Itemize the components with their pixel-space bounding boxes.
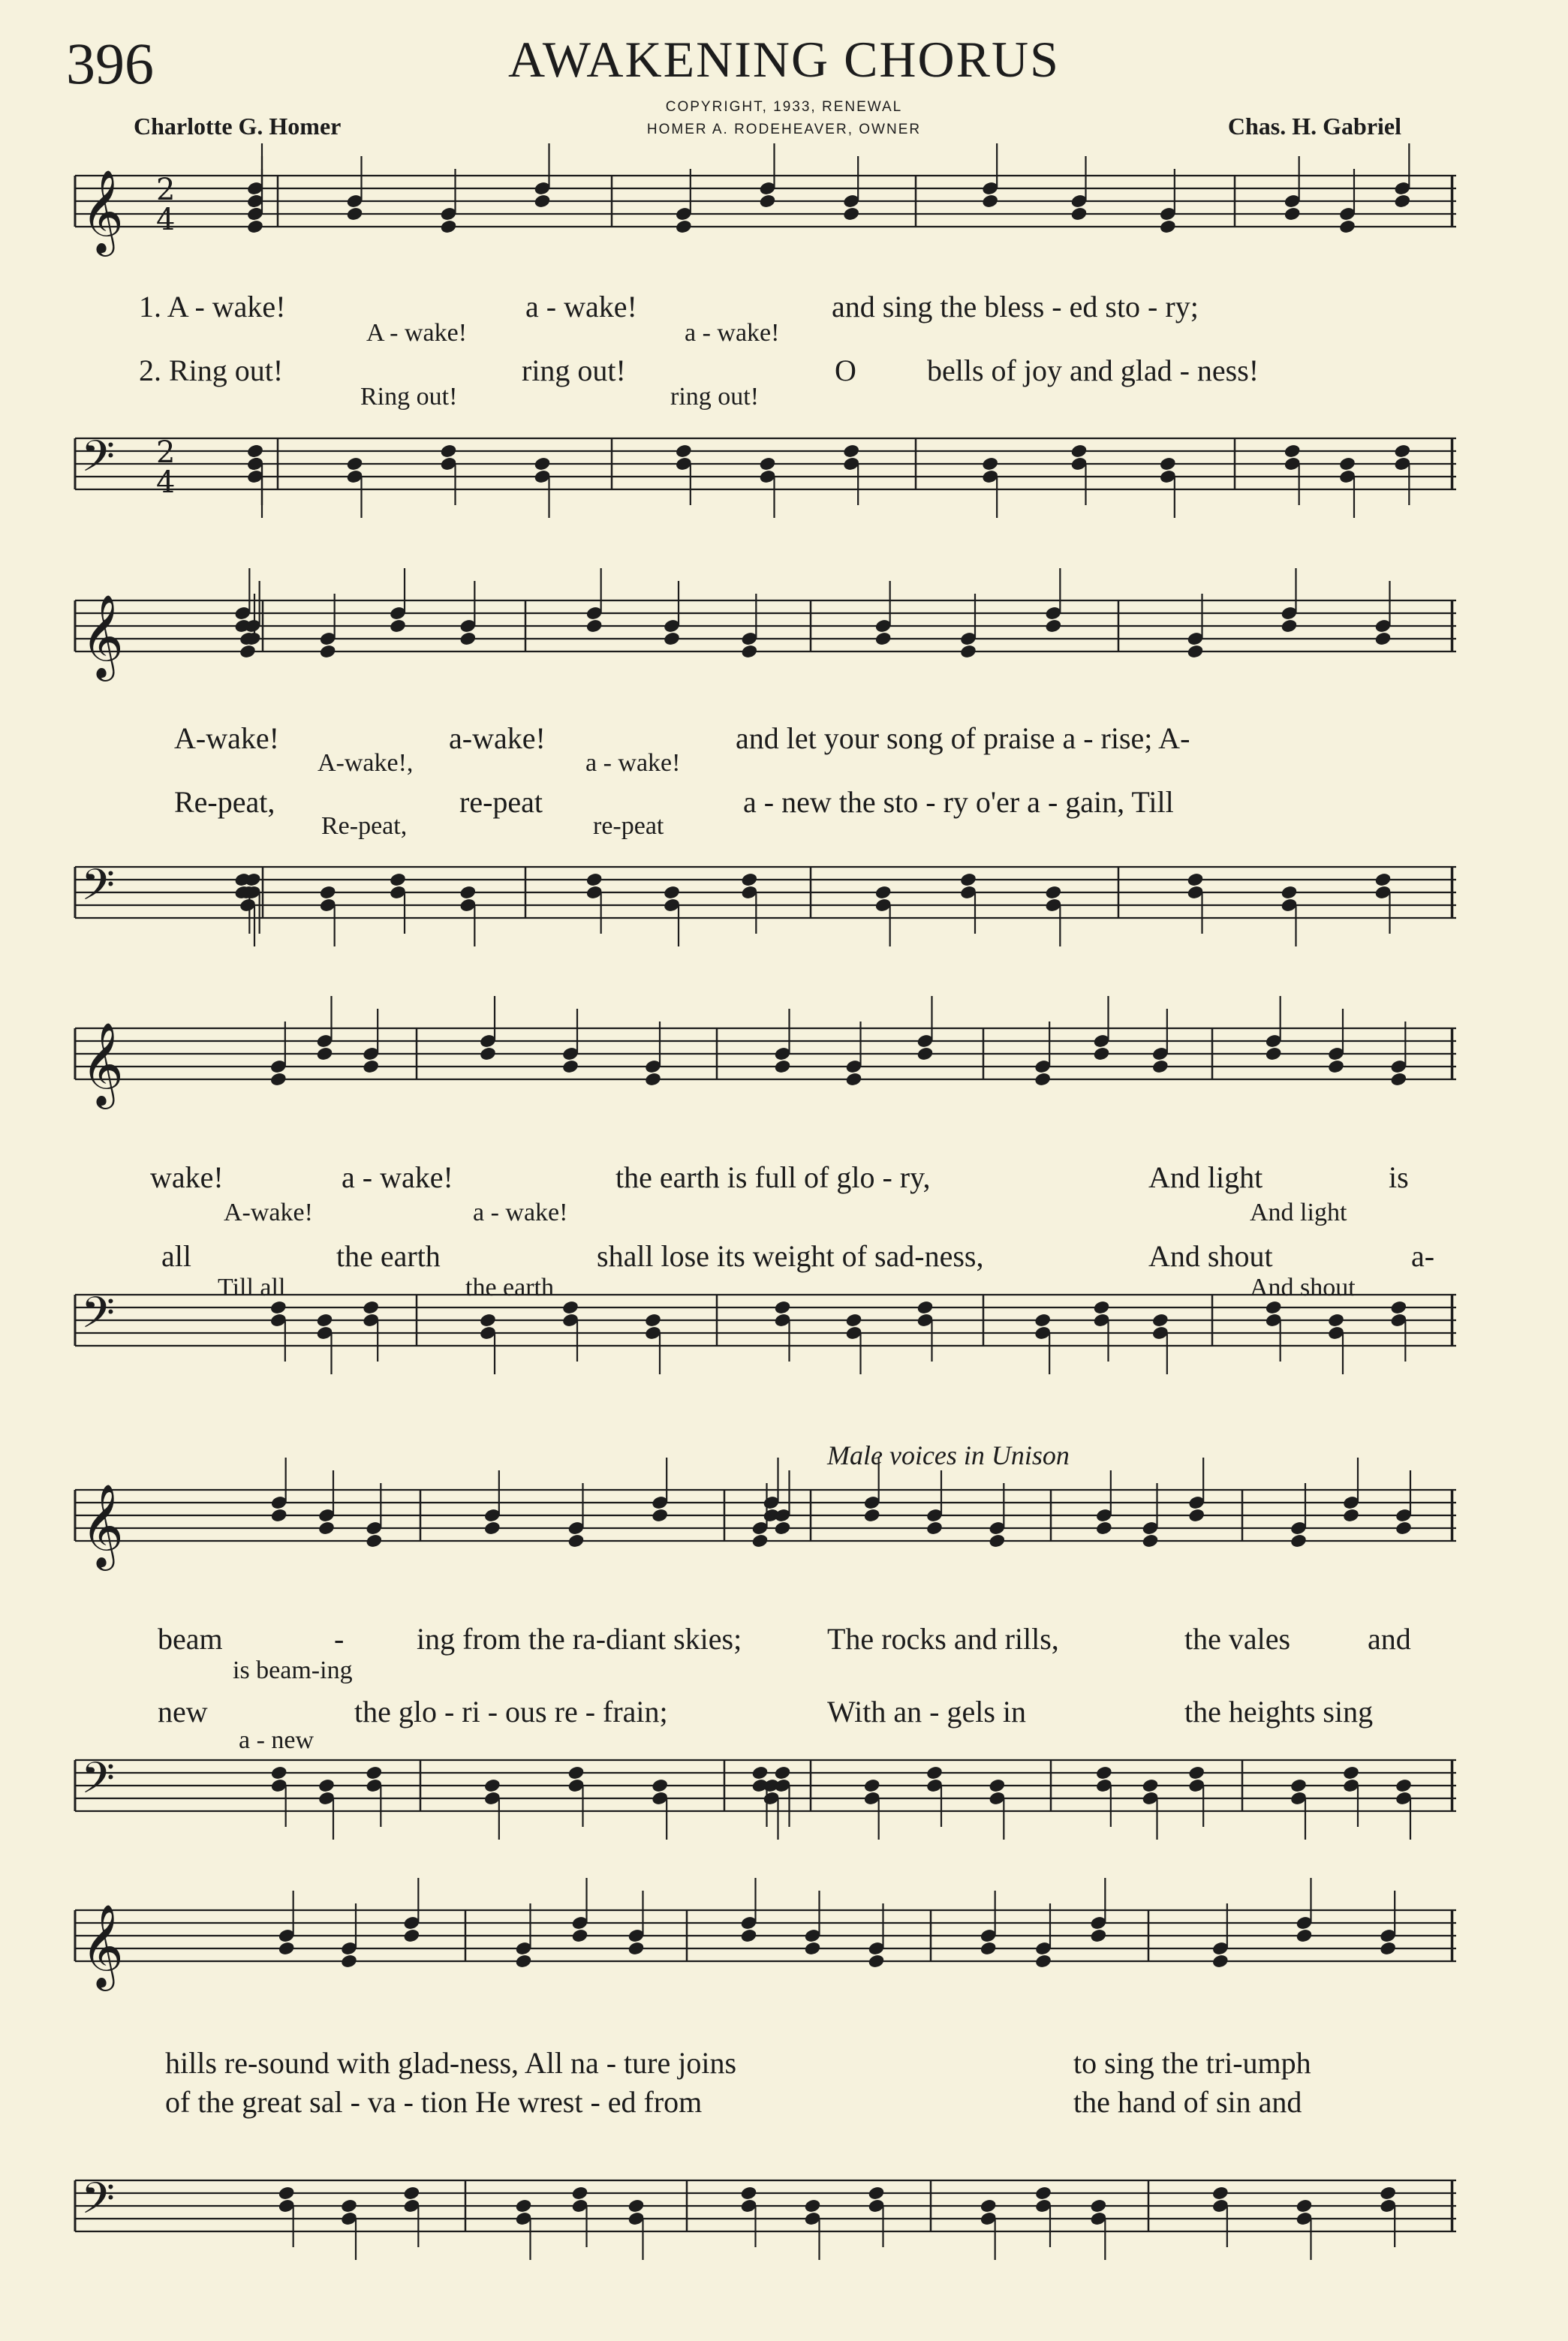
echo-lyric: a - wake! (685, 319, 780, 347)
note-head (1142, 1778, 1160, 1794)
verse-lyric: O (835, 354, 856, 387)
note-head (845, 1313, 863, 1328)
treble-clef-icon: 𝄞 (81, 1903, 124, 1987)
note-head (1374, 872, 1392, 888)
verse-lyric: and let your song of praise a - rise; A- (736, 721, 1190, 755)
note-head (925, 1765, 944, 1781)
note-head (459, 631, 477, 647)
note-head (863, 1508, 881, 1524)
note-head (1211, 2186, 1229, 2201)
note-head (1044, 885, 1062, 901)
bass-clef-icon: 𝄢 (81, 2173, 116, 2234)
verse-lyric: - (334, 1622, 345, 1656)
note-head (1281, 885, 1299, 901)
note-head (567, 1533, 585, 1549)
note-head (567, 1765, 585, 1781)
note-head (270, 1508, 288, 1524)
echo-lyric: Till all (218, 1274, 286, 1301)
note-head (740, 1928, 758, 1944)
note-head (278, 1941, 296, 1957)
note-head (1342, 1765, 1360, 1781)
note-head (585, 618, 603, 634)
note-head (270, 1765, 288, 1781)
note-head (515, 2198, 533, 2214)
verse-lyric: a-wake! (449, 721, 546, 755)
verse-lyric: all (161, 1239, 191, 1273)
note-head (863, 1778, 881, 1794)
note-head (340, 2198, 358, 2214)
performance-direction: Male voices in Unison (827, 1440, 1070, 1470)
note-head (675, 444, 693, 459)
echo-lyric: Ring out! (360, 383, 458, 411)
echo-lyric: the earth (465, 1274, 554, 1301)
note-head (1389, 1072, 1407, 1088)
note-head (628, 2198, 646, 2214)
note-head (340, 1954, 358, 1969)
treble-clef-icon: 𝄞 (81, 169, 124, 253)
note-head (1296, 2198, 1314, 2214)
note-head (389, 618, 407, 634)
note-head (1187, 1765, 1205, 1781)
note-head (402, 1928, 420, 1944)
note-head (1095, 1765, 1113, 1781)
note-head (1187, 644, 1205, 660)
note-head (925, 1521, 944, 1536)
note-head (1395, 1521, 1413, 1536)
note-head (346, 206, 364, 222)
verse-lyric: the heights sing (1184, 1695, 1374, 1729)
note-head (318, 1521, 336, 1536)
note-head (1151, 1313, 1169, 1328)
note-head (988, 1778, 1006, 1794)
note-head (318, 1778, 336, 1794)
note-head (628, 1941, 646, 1957)
note-head (1327, 1313, 1345, 1328)
bass-clef-icon: 𝄢 (81, 431, 116, 492)
note-head (1034, 1072, 1052, 1088)
bass-clef-icon: 𝄢 (81, 859, 116, 921)
note-head (1379, 1941, 1397, 1957)
time-signature-bottom: 4 (156, 203, 176, 237)
verse-lyric: And light (1148, 1160, 1263, 1194)
note-head (874, 885, 892, 901)
composer-credit: Chas. H. Gabriel (1227, 113, 1401, 140)
verse-lyric: to sing the tri-umph (1073, 2046, 1311, 2080)
note-head (868, 1954, 886, 1969)
note-head (1187, 1508, 1205, 1524)
note-head (1089, 1928, 1107, 1944)
note-head (751, 1533, 769, 1549)
time-signature-top: 2 (156, 435, 176, 470)
verse-lyric: A-wake! (174, 721, 279, 755)
note-head (651, 1508, 669, 1524)
note-head (759, 194, 777, 209)
note-head (1342, 1508, 1360, 1524)
verse-lyric: the vales (1184, 1622, 1291, 1656)
note-head (1034, 1313, 1052, 1328)
note-head (246, 219, 264, 235)
verse-lyric: ing from the ra-diant skies; (417, 1622, 742, 1656)
time-signature-bottom: 4 (156, 465, 176, 500)
copyright-line-2: HOMER A. RODEHEAVER, OWNER (646, 122, 922, 137)
verse-lyric: and sing the bless - ed sto - ry; (832, 290, 1199, 323)
verse-lyric: the earth is full of glo - ry, (615, 1160, 931, 1194)
note-head (1070, 444, 1088, 459)
note-heads (233, 143, 1413, 2260)
treble-clef-icon: 𝄞 (81, 1483, 124, 1567)
note-head (1379, 2186, 1397, 2201)
note-head (1281, 618, 1299, 634)
note-head (440, 219, 458, 235)
note-head (959, 644, 977, 660)
echo-lyric: a - wake! (473, 1199, 568, 1226)
note-head (1151, 1059, 1169, 1075)
note-head (774, 1300, 792, 1316)
note-head (362, 1059, 380, 1075)
note-head (346, 456, 364, 472)
note-head (1159, 219, 1177, 235)
note-head (534, 194, 552, 209)
verse-lyric: and (1368, 1622, 1411, 1656)
note-head (1393, 444, 1411, 459)
note-head (278, 2186, 296, 2201)
note-head (515, 1954, 533, 1969)
page-number: 396 (66, 31, 154, 96)
hymn-title: AWAKENING CHORUS (508, 31, 1060, 88)
note-head (988, 1533, 1006, 1549)
note-head (981, 194, 999, 209)
note-head (585, 872, 603, 888)
note-head (1095, 1521, 1113, 1536)
note-head (316, 1046, 334, 1062)
note-head (1296, 1928, 1314, 1944)
note-head (319, 644, 337, 660)
note-head (1159, 456, 1177, 472)
note-head (440, 444, 458, 459)
verse-lyric: ring out! (522, 354, 626, 387)
note-head (1374, 631, 1392, 647)
note-head (1284, 206, 1302, 222)
verse-lyric: the hand of sin and (1073, 2085, 1302, 2119)
note-head (1284, 444, 1302, 459)
treble-clef-icon: 𝄞 (81, 594, 124, 678)
note-head (246, 444, 264, 459)
note-head (981, 456, 999, 472)
verse-lyric: is (1389, 1160, 1409, 1194)
note-head (1290, 1533, 1308, 1549)
verse-lyric: a - wake! (525, 290, 637, 323)
echo-lyric: Re-peat, (321, 812, 408, 840)
note-head (751, 1765, 769, 1781)
note-head (269, 1072, 287, 1088)
note-head (1044, 618, 1062, 634)
verse-lyric: With an - gels in (827, 1695, 1026, 1729)
note-head (1142, 1533, 1160, 1549)
echo-lyric: ring out! (670, 383, 760, 411)
echo-lyric: a - new (239, 1726, 315, 1754)
note-head (759, 456, 777, 472)
clefs (81, 169, 175, 2234)
verse-lyric: the earth (336, 1239, 441, 1273)
note-head (1070, 206, 1088, 222)
note-head (740, 2186, 758, 2201)
note-head (804, 1941, 822, 1957)
verse-lyric: of the great sal - va - tion He wrest - ed from (165, 2085, 703, 2119)
note-head (389, 872, 407, 888)
note-head (916, 1300, 934, 1316)
note-head (644, 1072, 662, 1088)
note-head (651, 1778, 669, 1794)
echo-lyric: And shout (1250, 1274, 1356, 1301)
note-head (874, 631, 892, 647)
verse-lyric: The rocks and rills, (827, 1622, 1059, 1656)
verse-lyric: shall lose its weight of sad-ness, (597, 1239, 984, 1273)
note-head (1093, 1046, 1111, 1062)
note-head (1265, 1046, 1283, 1062)
note-head (1389, 1300, 1407, 1316)
note-head (1211, 1954, 1229, 1969)
note-head (571, 1928, 589, 1944)
note-head (845, 1072, 863, 1088)
note-head (1393, 194, 1411, 209)
note-head (479, 1046, 497, 1062)
note-head (459, 885, 477, 901)
note-head (842, 206, 860, 222)
note-head (534, 456, 552, 472)
note-head (868, 2186, 886, 2201)
verse-lyric: bells of joy and glad - ness! (927, 354, 1260, 387)
note-head (1187, 872, 1205, 888)
note-head (483, 1521, 501, 1536)
echo-lyric: And light (1250, 1199, 1347, 1226)
note-head (1290, 1778, 1308, 1794)
note-head (316, 1313, 334, 1328)
note-head (571, 2186, 589, 2201)
echo-lyric: A-wake!, (318, 749, 414, 777)
note-head (365, 1533, 383, 1549)
note-head (561, 1059, 579, 1075)
verse-lyric: hills re-sound with glad-ness, All na - ture joins (165, 2046, 737, 2080)
verse-lyric: And shout (1148, 1239, 1273, 1273)
note-head (842, 444, 860, 459)
note-head (774, 1765, 792, 1781)
note-head (644, 1313, 662, 1328)
note-head (1089, 2198, 1107, 2214)
note-head (319, 885, 337, 901)
note-head (663, 885, 681, 901)
note-head (362, 1300, 380, 1316)
note-head (774, 1521, 792, 1536)
note-head (959, 872, 977, 888)
note-head (675, 219, 693, 235)
echo-lyric: A - wake! (366, 319, 468, 347)
copyright-line-1: COPYRIGHT, 1933, RENEWAL (665, 99, 903, 115)
note-head (916, 1046, 934, 1062)
verse-lyric: Re-peat, (174, 785, 275, 819)
echo-lyric: re-peat (593, 812, 664, 840)
note-head (740, 872, 758, 888)
note-head (804, 2198, 822, 2214)
verse-lyric: re-peat (459, 785, 543, 819)
note-head (561, 1300, 579, 1316)
lyricist-credit: Charlotte G. Homer (134, 113, 342, 140)
note-head (365, 1765, 383, 1781)
verse-lyric: a - new the sto - ry o'er a - gain, Till (743, 785, 1174, 819)
time-signature-top: 2 (156, 173, 176, 207)
verse-lyric: a- (1411, 1239, 1435, 1273)
bass-clef-icon: 𝄢 (81, 1753, 116, 1814)
echo-lyric: A-wake! (224, 1199, 313, 1226)
note-head (1395, 1778, 1413, 1794)
note-head (402, 2186, 420, 2201)
note-head (1338, 219, 1356, 235)
note-head (1338, 456, 1356, 472)
note-head (1034, 2186, 1052, 2201)
verse-lyric: beam (158, 1622, 223, 1656)
note-head (1093, 1300, 1111, 1316)
note-head (1034, 1954, 1052, 1969)
verse-lyric: a - wake! (342, 1160, 453, 1194)
verse-lyric: 1. A - wake! (139, 290, 286, 323)
note-head (980, 2198, 998, 2214)
verse-lyric: 2. Ring out! (139, 354, 284, 387)
verse-lyric: wake! (150, 1160, 224, 1194)
note-head (479, 1313, 497, 1328)
bass-clef-icon: 𝄢 (81, 1287, 116, 1349)
note-head (740, 644, 758, 660)
note-head (774, 1059, 792, 1075)
echo-lyric: a - wake! (585, 749, 681, 777)
note-head (1327, 1059, 1345, 1075)
echo-lyric: is beam-ing (233, 1656, 353, 1684)
treble-clef-icon: 𝄞 (81, 1022, 124, 1106)
verse-lyric: the glo - ri - ous re - frain; (354, 1695, 668, 1729)
note-head (239, 644, 257, 660)
verse-lyric: new (158, 1695, 208, 1729)
note-head (980, 1941, 998, 1957)
note-head (483, 1778, 501, 1794)
note-head (663, 631, 681, 647)
